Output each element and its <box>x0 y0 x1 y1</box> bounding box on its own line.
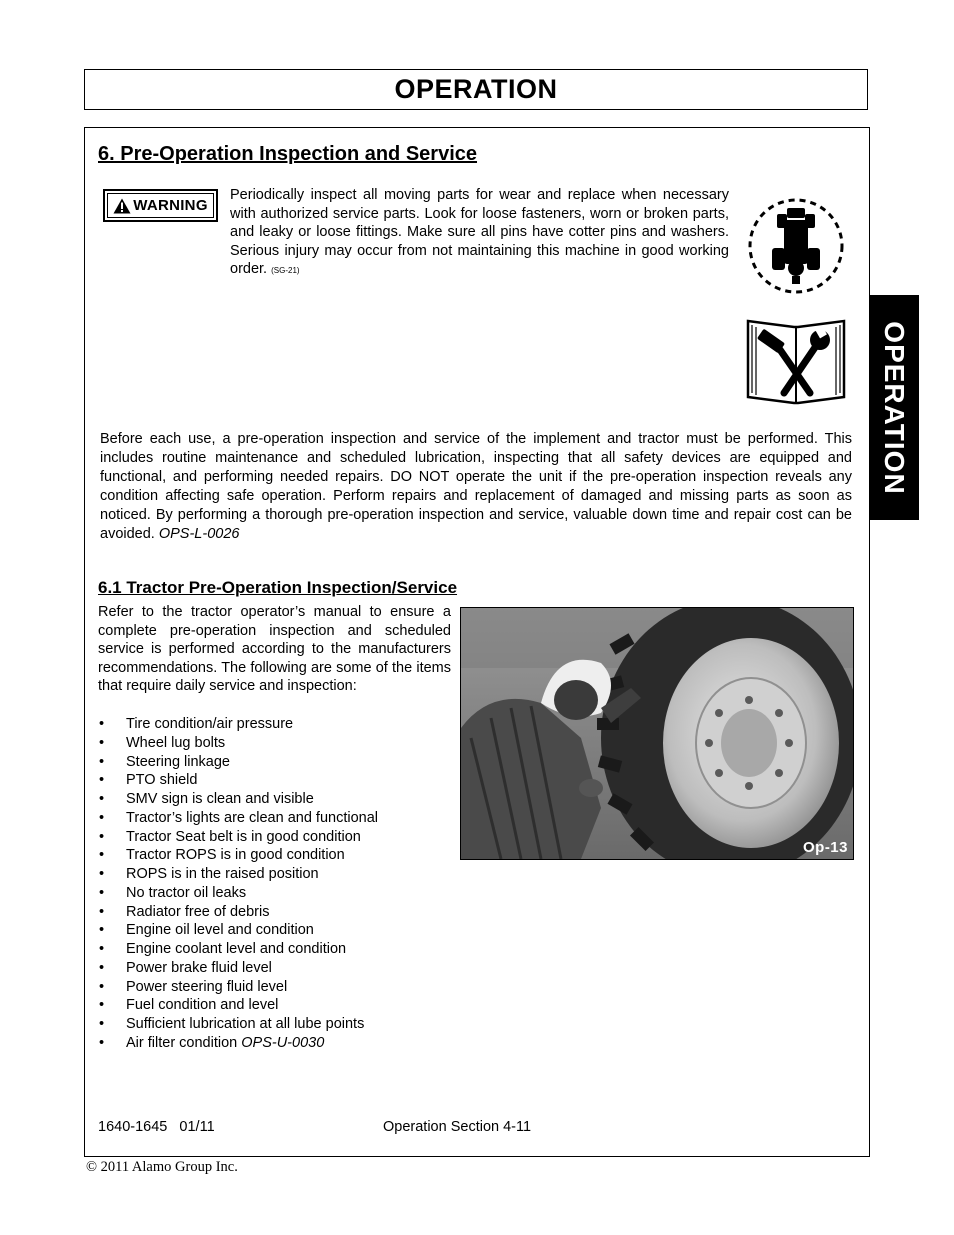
warning-text-block <box>230 186 729 281</box>
tire-inspection-photo <box>460 607 854 860</box>
list-item: • Tractor Seat belt is in good condition <box>98 828 378 847</box>
warning-triangle-icon <box>113 198 131 214</box>
intro-paragraph <box>100 430 852 543</box>
section-title: 6. Pre-Operation Inspection and Service <box>98 143 478 165</box>
side-tab-label: OPERATION <box>879 320 910 495</box>
list-item: • Engine coolant level and condition <box>98 940 378 959</box>
warning-text: Periodically inspect all moving parts for wear and replace when necessary with authorized service parts. Look for loose fasteners, worn or broken parts, and leaky or loose fittings. Make sure all pins have cotter pins and washers. Serious injury may occur from not maintaining this machine in good working order. <box>230 187 729 278</box>
list-item: • Tractor ROPS is in good condition <box>98 846 378 865</box>
list-item: • No tractor oil leaks <box>98 884 378 903</box>
list-item: • Engine oil level and condition <box>98 921 378 940</box>
list-item: • Tire condition/air pressure <box>98 715 378 734</box>
list-item: • Power steering fluid level <box>98 978 378 997</box>
list-item: • Power brake fluid level <box>98 959 378 978</box>
list-item: • Steering linkage <box>98 753 378 772</box>
subsection-title: 6.1 Tractor Pre-Operation Inspection/Service <box>98 578 458 597</box>
footer-section: Operation Section 4-11 <box>383 1119 532 1135</box>
warning-code: (SG-21) <box>271 266 300 276</box>
photo-illustration <box>461 608 853 859</box>
list-item: • Tractor’s lights are clean and functional <box>98 809 378 828</box>
list-item: • Wheel lug bolts <box>98 734 378 753</box>
side-tab <box>869 295 919 520</box>
footer-model: 1640-1645 01/11 <box>98 1119 215 1135</box>
service-manual-icon <box>744 313 848 405</box>
list-item: • Sufficient lubrication at all lube points <box>98 1015 378 1034</box>
tractor-maintenance-icon <box>746 196 846 296</box>
photo-label: Op-13 <box>802 839 848 856</box>
copyright: © 2011 Alamo Group Inc. <box>86 1159 238 1175</box>
list-item <box>98 1034 378 1053</box>
intro-code: OPS-L-0026 <box>158 525 240 542</box>
page-header-title: OPERATION <box>394 74 558 104</box>
list-item: • ROPS is in the raised position <box>98 865 378 884</box>
list-item-text: Air filter condition <box>126 1034 238 1051</box>
checklist-code: OPS-U-0030 <box>241 1034 325 1051</box>
warning-word: WARNING <box>133 197 208 214</box>
list-item: • Fuel condition and level <box>98 996 378 1015</box>
list-item: • Radiator free of debris <box>98 903 378 922</box>
warning-badge <box>103 189 218 222</box>
list-item: • PTO shield <box>98 771 378 790</box>
subsection-intro: Refer to the tractor operator’s manual to ensure a complete pre-operation inspection and scheduled service is performed according to the manufacturers recommendations. The following are some of the items that require daily service and inspection: <box>98 604 451 695</box>
header-box <box>84 69 868 110</box>
list-item: • SMV sign is clean and visible <box>98 790 378 809</box>
intro-text: Before each use, a pre-operation inspection and service of the implement and tractor must be performed. This includes routine maintenance and scheduled lubrication, inspecting that all safety devices are equipped and functional, and performing needed repairs. DO NOT operate the unit if the pre-operation inspection reveals any condition affecting safe operation. Perform repairs and replacement of damaged and missing parts as soon as noticed. By performing a thorough pre-operation inspection and service, valuable down time and repair cost can be avoided. <box>100 431 852 542</box>
inspection-checklist <box>98 715 378 1053</box>
